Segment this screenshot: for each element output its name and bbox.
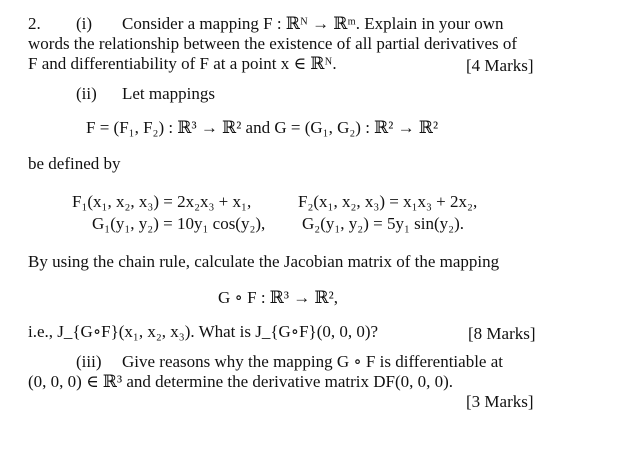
question-number: 2. bbox=[28, 14, 41, 33]
mapping-definitions: F = (F₁, F₂) : ℝ³ → ℝ² and G = (G₁, G₂) : ℝ² → ℝ² bbox=[86, 118, 439, 137]
be-defined-by: be defined by bbox=[28, 154, 121, 173]
jacobian-question: i.e., J_{G∘F}(x₁, x₂, x₃). What is J_{G∘F}(0, 0, 0)? bbox=[28, 322, 379, 341]
part-i-label: (i) bbox=[76, 14, 93, 33]
equation-G1: G₁(y₁, y₂) = 10y₁ cos(y₂), bbox=[92, 214, 266, 233]
part-ii-intro: Let mappings bbox=[122, 84, 216, 103]
part-ii-marks: [8 Marks] bbox=[468, 324, 536, 343]
composition-mapping: G ∘ F : ℝ³ → ℝ², bbox=[218, 288, 338, 307]
part-iii-line-1: Give reasons why the mapping G ∘ F is differentiable at bbox=[122, 352, 503, 371]
equation-F1: F₁(x₁, x₂, x₃) = 2x₂x₃ + x₁, bbox=[72, 192, 252, 211]
equation-F2: F₂(x₁, x₂, x₃) = x₁x₃ + 2x₂, bbox=[298, 192, 478, 211]
part-iii-marks: [3 Marks] bbox=[466, 392, 534, 411]
part-iii-label: (iii) bbox=[76, 352, 102, 371]
part-ii-label: (ii) bbox=[76, 84, 97, 103]
part-i-marks: [4 Marks] bbox=[466, 56, 534, 75]
part-iii-line-2: (0, 0, 0) ∈ ℝ³ and determine the derivative matrix DF(0, 0, 0). bbox=[28, 372, 454, 391]
part-i-line-1: Consider a mapping F : ℝᴺ → ℝᵐ. Explain in your own bbox=[122, 14, 504, 33]
equation-G2: G₂(y₁, y₂) = 5y₁ sin(y₂). bbox=[302, 214, 464, 233]
chain-rule-instruction: By using the chain rule, calculate the Jacobian matrix of the mapping bbox=[28, 252, 500, 271]
part-i-line-3: F and differentiability of F at a point x ∈ ℝᴺ. bbox=[28, 54, 337, 73]
part-i-line-2: words the relationship between the existence of all partial derivatives of bbox=[28, 34, 518, 53]
